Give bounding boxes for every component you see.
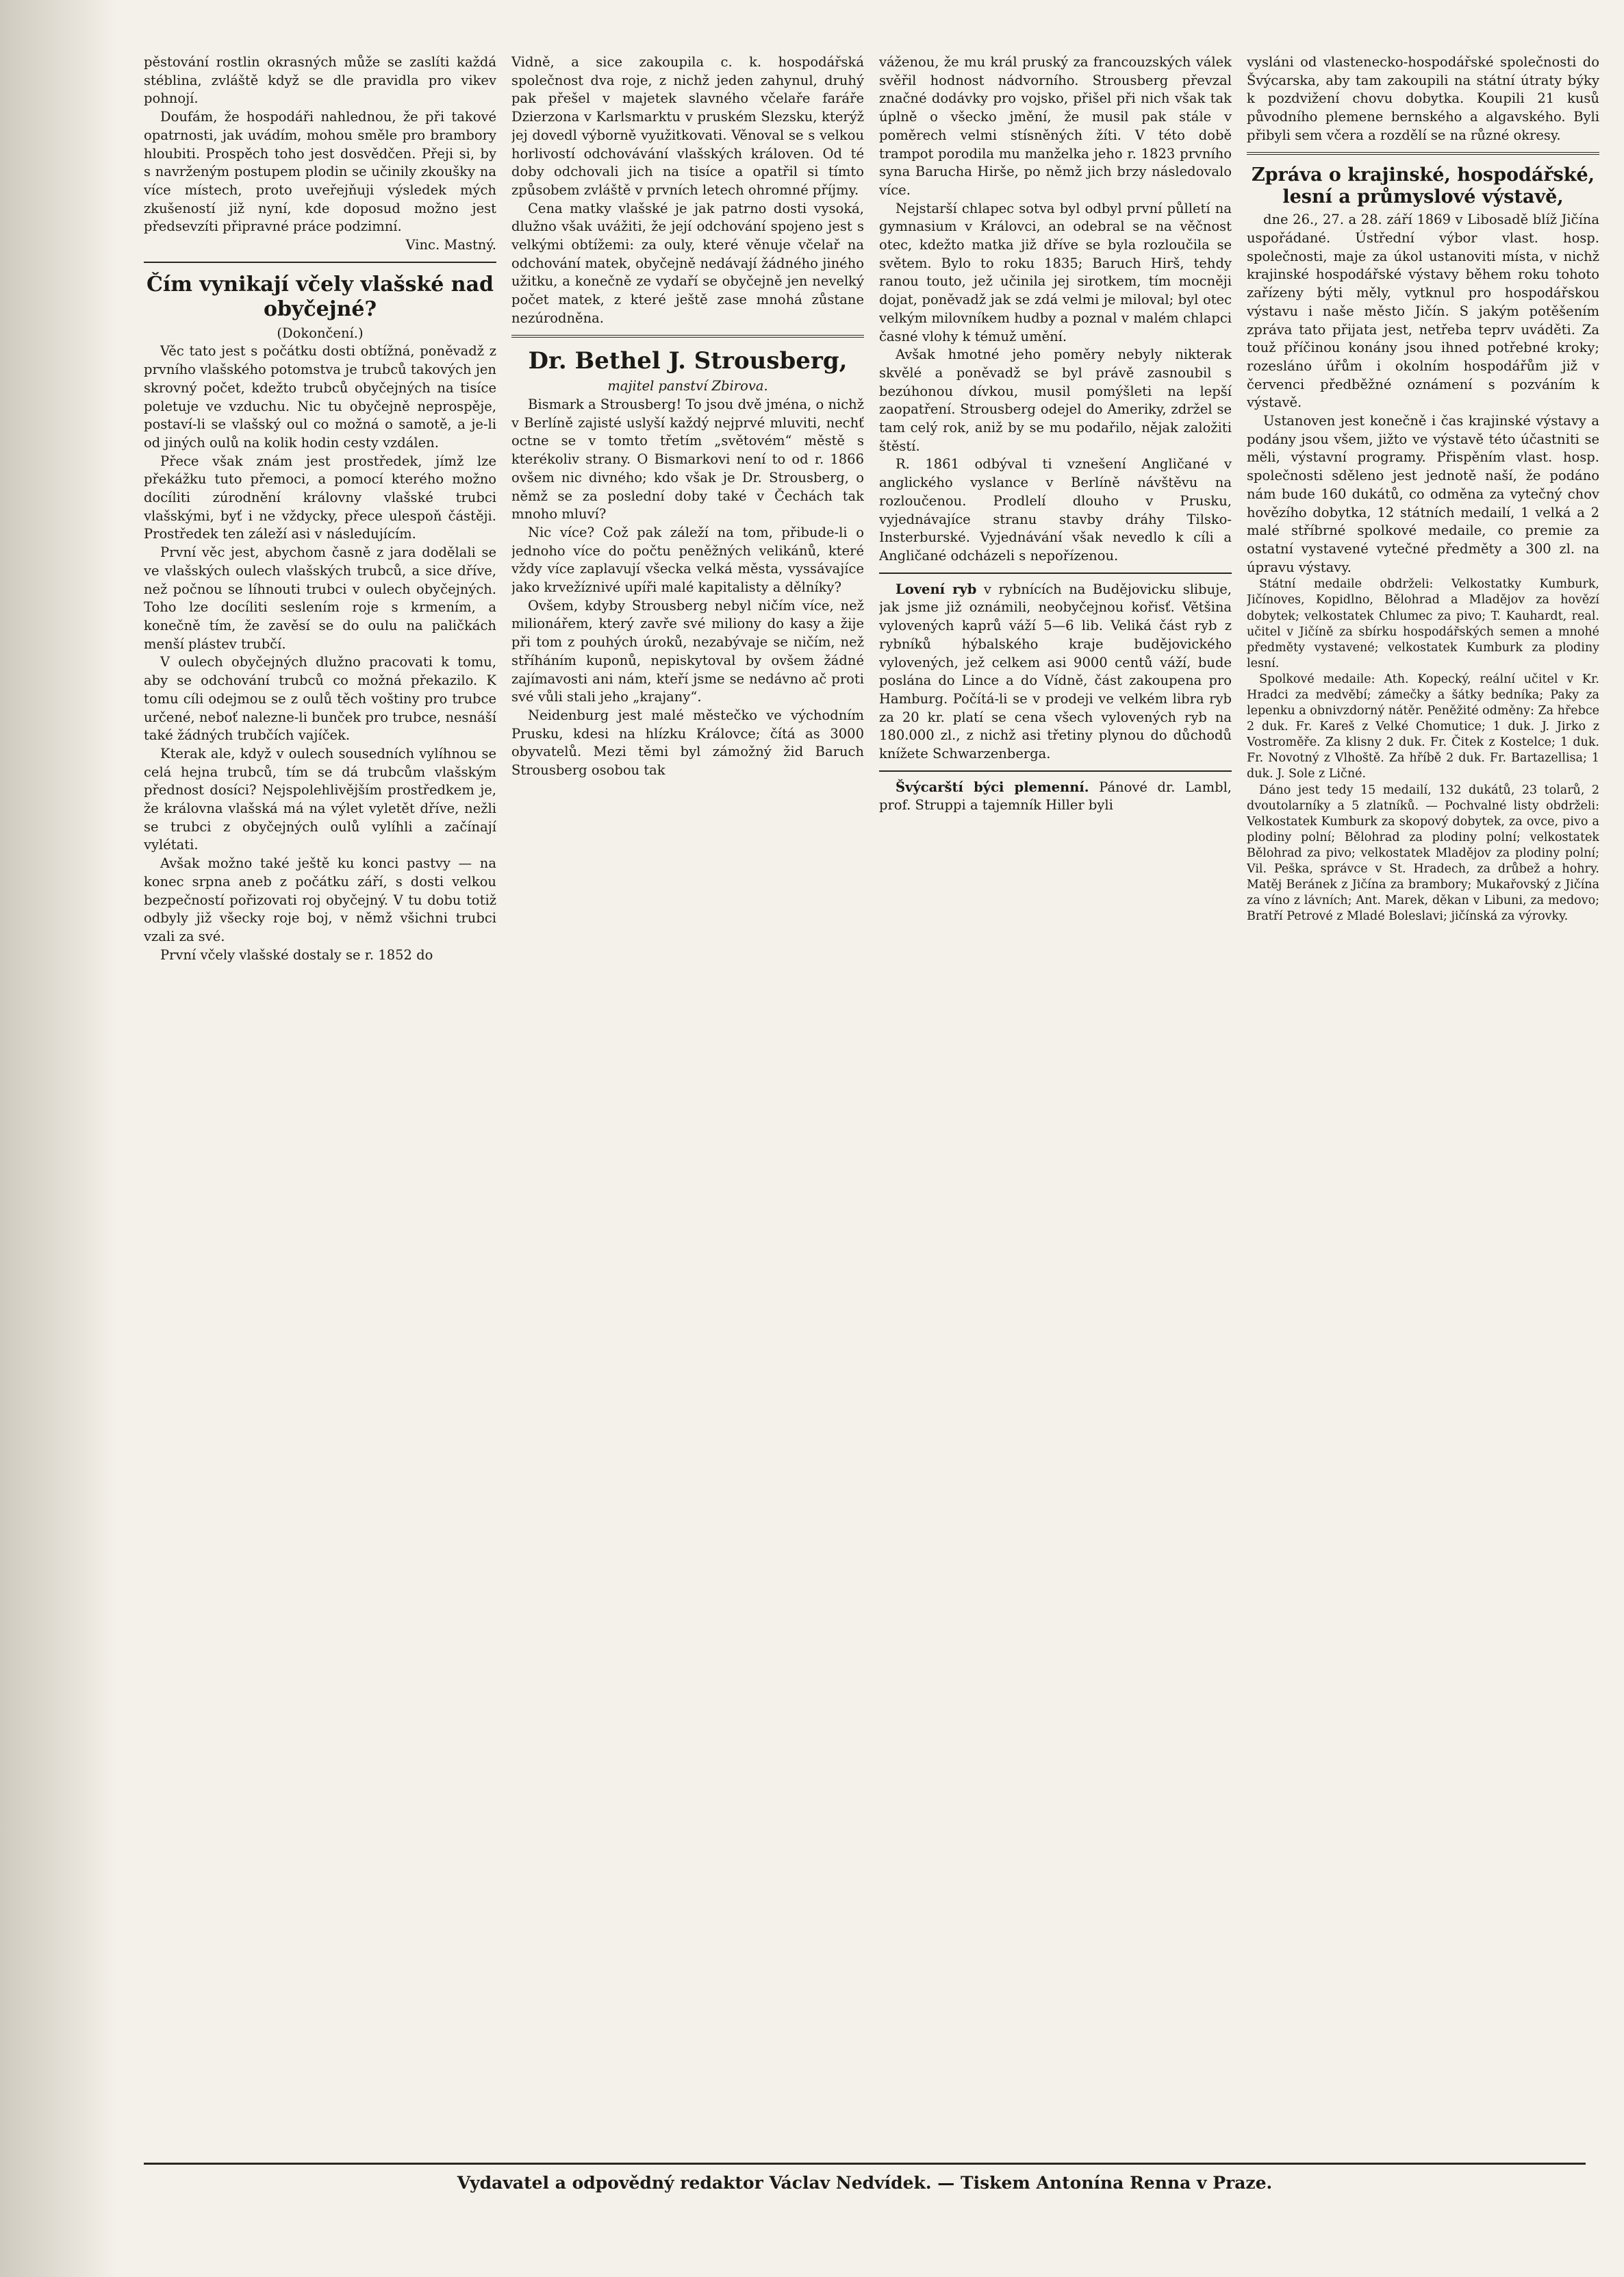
- column-2: [511, 53, 864, 2156]
- paragraph: Přece však znám jest prostředek, jímž lze překážku tuto přemoci, a pomocí kterého možno docíliti zúrodnění královny vlašské trubci vlašskými, byť i ne vždycky, přece ulespoň částěji. Prostředek ten záleží asi v následujícím.: [144, 453, 496, 542]
- article-divider: [511, 335, 864, 338]
- paragraph: Bismark a Strousberg! To jsou dvě jména, o nichž v Berlíně zajisté uslyší každý nejprvé mluviti, nechť octne se v tomto třetím „světovém“ městě s kterékoliv strany. O Bismarkovi není to od r. 1866 ovšem nic divného; kdo však je Dr. Strousberg, o němž se za poslední doby také v Čechách tak mnoho mluví?: [511, 397, 864, 523]
- paragraph: Ustanoven jest konečně i čas krajinské výstavy a podány jsou všem, jižto ve výstavě této účastniti se měli, výstavní programy. Přispěním vlast. hosp. společnosti sděleno jest jednotě naší, že podáno nám bude 160 dukátů, co odměna za vytečný chov hovězího dobytka, 12 státních medailí, 1 velká a 2 malé stříbrné spolkové medaile, co premie za ostatní vystavené vytečné předměty a 300 zl. na úpravu výstavy.: [1247, 413, 1599, 575]
- article-divider: [879, 770, 1232, 772]
- paragraph: R. 1861 odbýval ti vznešení Angličané v anglického vyslance v Berlíně návštěvu na rozloučenou. Prodlelí dlouho v Prusku, vyjednávajíce stranu stavby dráhy Tilsko-Insterburské. Vyjednávání však nevedlo k cíli a Angličané odcházeli s nepořízenou.: [879, 456, 1232, 564]
- paragraph: Státní medaile obdrželi: Velkostatky Kumburk, Jičínoves, Kopidlno, Bělohrad a Mladějov za hovězí dobytek; velkostatek Chlumec za pivo; T. Kauhardt, real. učitel v Jičíně za sbírku hospodářských semen a mnohé předměty vystavené; velkostatek Kumburk za plodiny lesní.: [1247, 577, 1599, 670]
- paragraph: Nic více? Což pak záleží na tom, přibude-li o jednoho více do počtu peněžných velikánů, které vždy více zaplavují všecka velká města, vyssávajíce jako krvežíznivé upíři malé kapitalisty a dělníky?: [511, 524, 864, 596]
- publisher-imprint: Vydavatel a odpovědný redaktor Václav Nedvídek. — Tiskem Antonína Renna v Praze.: [144, 2163, 1586, 2193]
- article-continued-note: (Dokončení.): [277, 325, 364, 341]
- article-title-exhibition: Zpráva o krajinské, hospodářské, lesní a průmyslové výstavě,: [1251, 164, 1595, 207]
- paragraph: Vidně, a sice zakoupila c. k. hospodářská společnost dva roje, z nichž jeden zahynul, druhý pak přešel v majetek slavného včelaře faráře Dzierzona v Karlsmarktu v pruském Slezsku, kterýž jej dovedl výborně využitkovati. Věnoval se s velkou horlivostí odchovávání vlašských královen. Od té doby odchovali jich na tisíce a opatřil si tímto způsobem zvláště v prvních letech ohromné příjmy.: [511, 54, 864, 198]
- column-3: [879, 53, 1232, 2156]
- paragraph: váženou, že mu král pruský za francouzských válek svěřil hodnost nádvorního. Strousberg převzal značné dodávky pro vojsko, přišel při nich však tak úplně o všecko jmění, že musil pak stále v poměrech velmi stísněných žíti. V této době trampot porodila mu manželka jeho r. 1823 prvního syna Barucha Hirše, po němž jich brzy následovalo více.: [879, 54, 1232, 198]
- paragraph: Věc tato jest s počátku dosti obtížná, poněvadž z prvního vlašského potomstva je trubců takových jen skrovný počet, kdežto trubců obyčejných na tisíce poletuje ve vzduchu. Nic tu obyčejně neprospěje, postaví-li se vlašský oul co možná o samotě, a je-li od jiných oulů na kolik hodin cesty vzdálen.: [144, 343, 496, 451]
- news-item-title: Švýcarští býci plemenní.: [896, 779, 1089, 795]
- paragraph: dne 26., 27. a 28. září 1869 v Libosadě blíž Jičína uspořádané. Ústřední výbor vlast. hosp. společnosti, maje za úkol ustanoviti místa, v nichž krajinské hospodářské výstavy během roku tohoto zařízeny býti měly, vytknul pro hospodářskou výstavu i naše město Jičín. S jakým potěšením zpráva tato přijata jest, netřeba teprv uváděti. Za touž příčinou konány jsou ihned potřebné kroky; rozesláno úřům i okolním hospodářům již v červenci předběžné oznámení s pozváním k výstavě.: [1247, 212, 1599, 411]
- paragraph: Neidenburg jest malé městečko ve východním Prusku, kdesi na hlízku Královce; čítá as 3000 obyvatelů. Mezi těmi byl zámožný žid Baruch Strousberg osobou tak: [511, 707, 864, 779]
- award-list: [1247, 577, 1599, 924]
- news-item-text: Pánové dr. Lambl, prof. Struppi a tajemník Hiller byli: [879, 779, 1232, 814]
- article-divider: [1247, 152, 1599, 155]
- paragraph: vysláni od vlastenecko-hospodářské společnosti do Švýcarska, aby tam zakoupili na státní útraty býky k pozdvižení chovu dobytka. Koupili 21 kusů původního plemene bernského a algavského. Byli přibyli sem včera a rozdělí se na různé okresy.: [1247, 54, 1599, 143]
- paragraph: Cena matky vlašské je jak patrno dosti vysoká, dlužno však uvážiti, že její odchování spojeno jest s velkými obtížemi: za ouly, které věnuje včelař na odchování matek, obyčejně nedávají žádného jiného užitku, a konečně ze vydaří se obyčejně jen nevelký počet matek, z které ještě zase mnohá zůstane nezúrodněna.: [511, 200, 864, 326]
- scan-edge: [0, 0, 116, 2277]
- paragraph: Avšak hmotné jeho poměry nebyly nikterak skvělé a poněvadž se byl právě zasnoubil s bezúhonou dívkou, musil pomýšleti na lepší zaopatření. Strousberg odejel do Ameriky, zdržel se tam celý rok, aniž by se mu podařilo, nějak založiti štěstí.: [879, 347, 1232, 454]
- paragraph: Ovšem, kdyby Strousberg nebyl ničím více, než milionářem, který zavře své miliony do kasy a žije při tom z pouhých úroků, nezabývaje se ničím, než stříháním kuponů, nepiskytoval by ovšem žádné zajímavosti ani nám, kteří jsme se nedávno ač proti své vůli stali jeho „krajany“.: [511, 597, 864, 705]
- news-item-title: Lovení ryb: [896, 581, 977, 597]
- paragraph: V oulech obyčejných dlužno pracovati k tomu, aby se odchování trubců co možná překazilo. K tomu cíli odejmou se z oulů těch voštiny pro trubce určené, neboť nalezne-li bunček pro trubce, nesnáší také žádných trubčích vajíček.: [144, 654, 496, 744]
- paragraph: pěstování rostlin okrasných může se zaslíti každá stéblina, zvláště když se dle pravidla pro vikev pohnojí.: [144, 54, 496, 107]
- news-item-bulls: [879, 779, 1232, 815]
- paragraph: Nejstarší chlapec sotva byl odbyl první půlletí na gymnasium v Královci, an odebral se na věčnost otec, kdežto matka již dříve se byla rozloučila se světem. Bylo to roku 1835; Baruch Hirš, tehdy ranou touto, jež učinila jej sirotkem, tím mocněji dojat, poněvadž jak se zdá velmi je miloval; byl otec velkým milovníkem hudby a poznal v malém chlapci časné vlohy k témuž umění.: [879, 200, 1232, 344]
- paragraph: Dáno jest tedy 15 medailí, 132 dukátů, 23 tolarů, 2 dvoutolarníky a 5 zlatníků. — Pochvalné listy obdrželi: Velkostatek Kumburk za skopový dobytek, za ovce, pivo a plodiny polní; Bělohrad za plodiny polní; velkostatek Bělohrad za pivo; velkostatek Mladějov za plodiny polní; Vil. Peška, správce v St. Hradech, za drůbež a hohry. Matěj Beránek z Jičína za brambory; Mukařovský z Jičína za víno z lávních; Ant. Marek, děkan v Libuni, za medovo; Bratří Petrové z Mladé Boleslavi; jičínská za výrovky.: [1247, 783, 1599, 924]
- column-1: [144, 53, 496, 2156]
- columns: [144, 53, 1599, 2156]
- news-item-text: v rybnících na Budějovicku slibuje, jak jsme již oznámili, neobyčejnou kořisť. Většina vylovených kaprů váží 5—6 lib. Veliká část ryb z rybníků hýbalského kraje budějovického vylovených, jež celkem asi 9000 centů váží, bude poslána do Lince a do Vídně, část zakoupena pro Hamburg. Počítá-li se v prodeji ve velkém libra ryb za 20 kr. platí se cena všech vylovených ryb na 180.000 zl., z nichž asi třetiny plynou do důchodů knížete Schwarzenberga.: [879, 581, 1232, 762]
- paragraph: Kterak ale, když v oulech sousedních vylíhnou se celá hejna trubců, tím se dá trubcům vlašským přednost dosíci? Nejspolehlivějším prostředkem je, že královna vlašská má na výlet vyletět dříve, nežli se trubci z obyčejných oulů vylíhli a začínají vylétati.: [144, 745, 496, 853]
- paragraph: První včely vlašské dostaly se r. 1852 do: [160, 946, 433, 963]
- article-divider: [144, 262, 496, 263]
- column-4: [1247, 53, 1599, 2156]
- author-signature: Vinc. Mastný.: [405, 237, 496, 253]
- paragraph: První věc jest, abychom časně z jara dodělali se ve vlašských oulech vlašských trubců, a sice dříve, než počnou se líhnouti trubci v oulech obyčejných. Toho lze docíliti seslením roje s krmením, a konečně tím, že zavěsí se do oulu na paličkách menší plástev trubčí.: [144, 544, 496, 652]
- paragraph: Avšak možno také ještě ku konci pastvy — na konec srpna aneb z počátku září, s dosti velkou bezpečností pořizovati roj obyčejný. V tu dobu totiž odbyly již všecky roje boj, v němž všichni trubci vzali za své.: [144, 855, 496, 944]
- article-divider: [879, 573, 1232, 574]
- paragraph: Doufám, že hospodáři nahlednou, že při takové opatrnosti, jak uvádím, mohou směle pro brambory hloubiti. Prospěch toho jest dosvědčen. Přeji si, by s navrženým postupem plodin se učinily zkoušky na více místech, proto uveřejňuji výsledek mých zkušeností již nyní, kde doposud možno jest předsevzíti připravné práce podzimní.: [144, 109, 496, 235]
- article-subtitle: majitel panství Zbirova.: [607, 378, 768, 394]
- news-item-fishing: [879, 581, 1232, 764]
- paragraph: Spolkové medaile: Ath. Kopecký, reální učitel v Kr. Hradci za medvěbí; zámečky a šátky bedníka; Paky za lepenku a obnivzdorný nátěr. Peněžité odměny: Za hřebce 2 duk. Fr. Kareš z Velké Chomutice; 1 duk. J. Jirko z Vostroměře. Za klisny 2 duk. Fr. Čitek z Kostelce; 1 duk. Fr. Novotný z Vlhoště. Za hříbě 2 duk. Fr. Bartazellisa; 1 duk. J. Sole z Ličné.: [1247, 672, 1599, 781]
- article-title-strousberg: Dr. Bethel J. Strousberg,: [528, 347, 848, 375]
- article-title-bees: Čím vynikají včely vlašské nad obyčejné?: [146, 272, 494, 321]
